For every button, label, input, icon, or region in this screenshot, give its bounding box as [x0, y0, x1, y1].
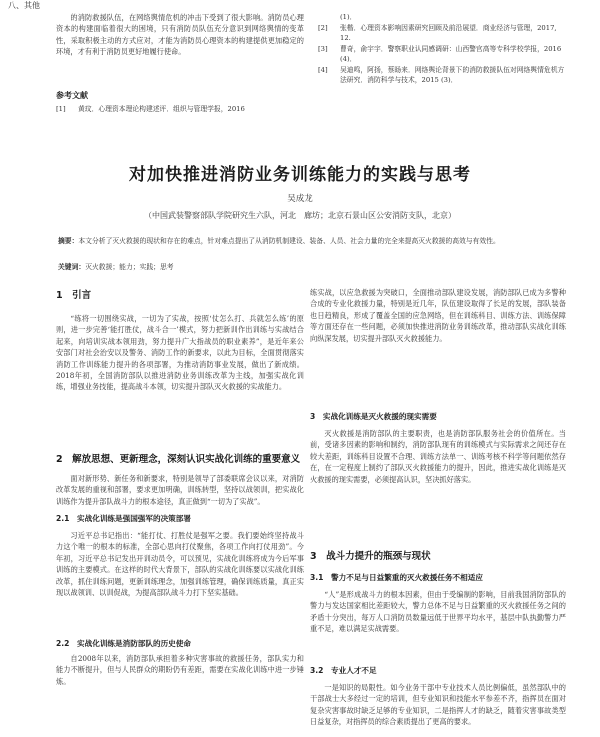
subsection-heading: 3.1 警力不足与日益繁重的灭火救援任务不相适应 [310, 573, 483, 582]
left-column [56, 283, 304, 735]
references-left [56, 104, 304, 115]
keywords-text: 灭火救援；能力；实践；思考 [85, 263, 174, 271]
abstract [58, 236, 564, 247]
reference-item: [3] 曹奇，俞宇宇．警察职业认同感调研：山西警官高等专科学校学报，2016 (4)． [318, 44, 562, 63]
subsection-body: “人”是形成战斗力的根本因素，但由于受编制的影响，目前我国消防部队的警力与发达国家相比差距较大，警力总体不足与日益繁重的灭火救援任务之间的矛盾十分突出，每万人口消防员数量远低于世界平均水平，基层中队执勤警力严重不足，难以满足实战需要。 [310, 590, 566, 634]
subsection-heading: 3.2 专业人才不足 [310, 666, 377, 675]
reference-item: [1] 黄玟．心理资本理论构建述评．组织与管理学报，2016 [56, 105, 245, 113]
abstract-label: 摘要： [58, 237, 79, 245]
section-heading: 3 战斗力提升的瓶颈与现状 [310, 551, 431, 562]
subsection-body: 自2008年以来，消防部队承担着多种灾害事故的救援任务，部队实力和能力不断提升，但与人民群众的期盼仍有差距，需要在实战化训练中进一步锤炼。 [56, 654, 304, 686]
reference-item: [2] 张楷．心理资本影响因素研究回顾及前沿展望．商业经济与管理，2017, 12. [318, 23, 557, 42]
prev-article-paragraph: 的消防救援队伍，在网络舆情危机的冲击下受到了很大影响。消防员心理资本的构建面临着很大的困境，只有消防员队伍充分意识到网络舆情的变革性，采取积极主动的方式应对，才能为消防员心理资本的构建提供更加稳定的环境，才有利于消防员更好地履行使命。 [56, 13, 304, 57]
subsection-body: 习近平总书记指出：“能打仗、打胜仗是强军之要。我们要始终坚持战斗力这个唯一的根本的标准，全部心思向打仗聚焦，各项工作向打仗用劲”。今年初，习近平总书记发出开训动员令，可以预见，实战化训练将成为今后军事训练的主要模式。在这样的时代大背景下，部队的实战化训练要以实战化训练改革，抓住训练问题，更新训练理念，加强训练管理，确保训练质量，真正实现以战领训、以训促战，为提高部队战斗力打下坚实基础。 [56, 531, 304, 598]
section-heading: 1 引言 [56, 290, 92, 301]
subsection-body: 灭火救援是消防部队的主要职责，也是消防部队服务社会的价值所在。当前，受诸多因素的影响和制约，消防部队现有的训练模式与实际需求之间还存在较大差距，训练科目设置不合理、训练方法单一、训练考核不科学等问题依然存在，在一定程度上制约了部队灭火救援能力的提升，因此，推进实战化训练是灭火救援的现实需要，必须提高认识，坚决抓好落实。 [310, 429, 566, 484]
keywords [58, 261, 174, 271]
prev-article-text [56, 12, 304, 82]
references-heading: 参考文献 [56, 91, 88, 100]
reference-item: [4] 吴迪鸣，阿扬，蔡旸来．网络舆论背景下的消防救援队伍对网络舆情危机方法研究．消防科学与技术，2015 (3)． [318, 65, 565, 84]
section-body: 面对新形势、新任务和新要求，特别是领导了部委联席会议以来，对消防改革发展的重视和部署，要求更加明确，训练转型，坚持以战领训，把实战化训练作为提升部队战斗力的根本途径，真正做到“一切为了实战”。 [56, 474, 304, 506]
subsection-heading: 2.1 实战化训练是强国强军的决策部署 [56, 514, 191, 523]
right-column [310, 283, 566, 735]
abstract-text: 本文分析了灭火救援的现状和存在的难点，针对难点提出了从消防机制建设、装备、人员、社会力量的完全来提高灭火救援的高效与有效性。 [78, 237, 500, 245]
article-affiliation: （中国武装警察部队学院研究生六队，河北 廊坊；北京石景山区公安消防支队，北京） [144, 211, 456, 220]
subsection-body: 一是知识的局限性。如今业务干部中专业技术人员比例偏低，虽然部队中的干部战士大多经过一定的培训，但专业知识和技能水平参差不齐，指挥员在面对复杂灾害事故时缺乏足够的专业知识，二是指挥人才的缺乏，随着灾害事故类型日益复杂，对指挥员的综合素质提出了更高的要求。 [310, 683, 566, 727]
article-author: 吴成龙 [287, 194, 313, 204]
article-title: 对加快推进消防业务训练能力的实践与思考 [129, 165, 471, 185]
subsection-heading: 3 实战化训练是灭火救援的现实需要 [310, 412, 437, 421]
keywords-label: 关键词： [58, 263, 86, 271]
references-right [318, 12, 566, 86]
page-header: 八、其他 [8, 1, 40, 10]
section-heading: 2 解放思想、更新理念，深刻认识实战化训练的重要意义 [56, 454, 301, 465]
subsection-heading: 2.2 实战化训练是消防部队的历史使命 [56, 639, 191, 648]
reference-item: (1)． [340, 13, 357, 21]
section-body: 练实战，以应急救援为突破口，全面推动部队建设发展，消防部队已成为多警种合成的专业化救援力量，特别是近几年，队伍建设取得了长足的发展，部队装备也日趋精良，形成了覆盖全国的应急网络，但在训练科目、训练方法、训练保障等方面还存在一些问题，必须加快推进消防业务训练改革，推动部队实战化训练向纵深发展，切实提升部队灭火救援能力。 [310, 288, 566, 343]
section-body: “练将一切围绕实战，一切为了实战，按照‘仗怎么打、兵就怎么练’的原则，进一步完善‘能打胜仗，战斗合一’模式，努力把新训作出训练与实战结合起来，向培训实战本领用劲，努力提升广大指战员的职业素养”，是近年来公安部门对社会治安以及警务、消防工作的新要求，以此为目标，全面贯彻落实消防工作训练能力提升的各项部署，为推动消防事业发展，做出了新成绩。2018年初，全国消防部队以推进消防业务训练改革为主线，加强实战化训练，增强业务技能，提高战斗本领，切实提升部队灭火救援的实战能力。 [56, 314, 304, 392]
